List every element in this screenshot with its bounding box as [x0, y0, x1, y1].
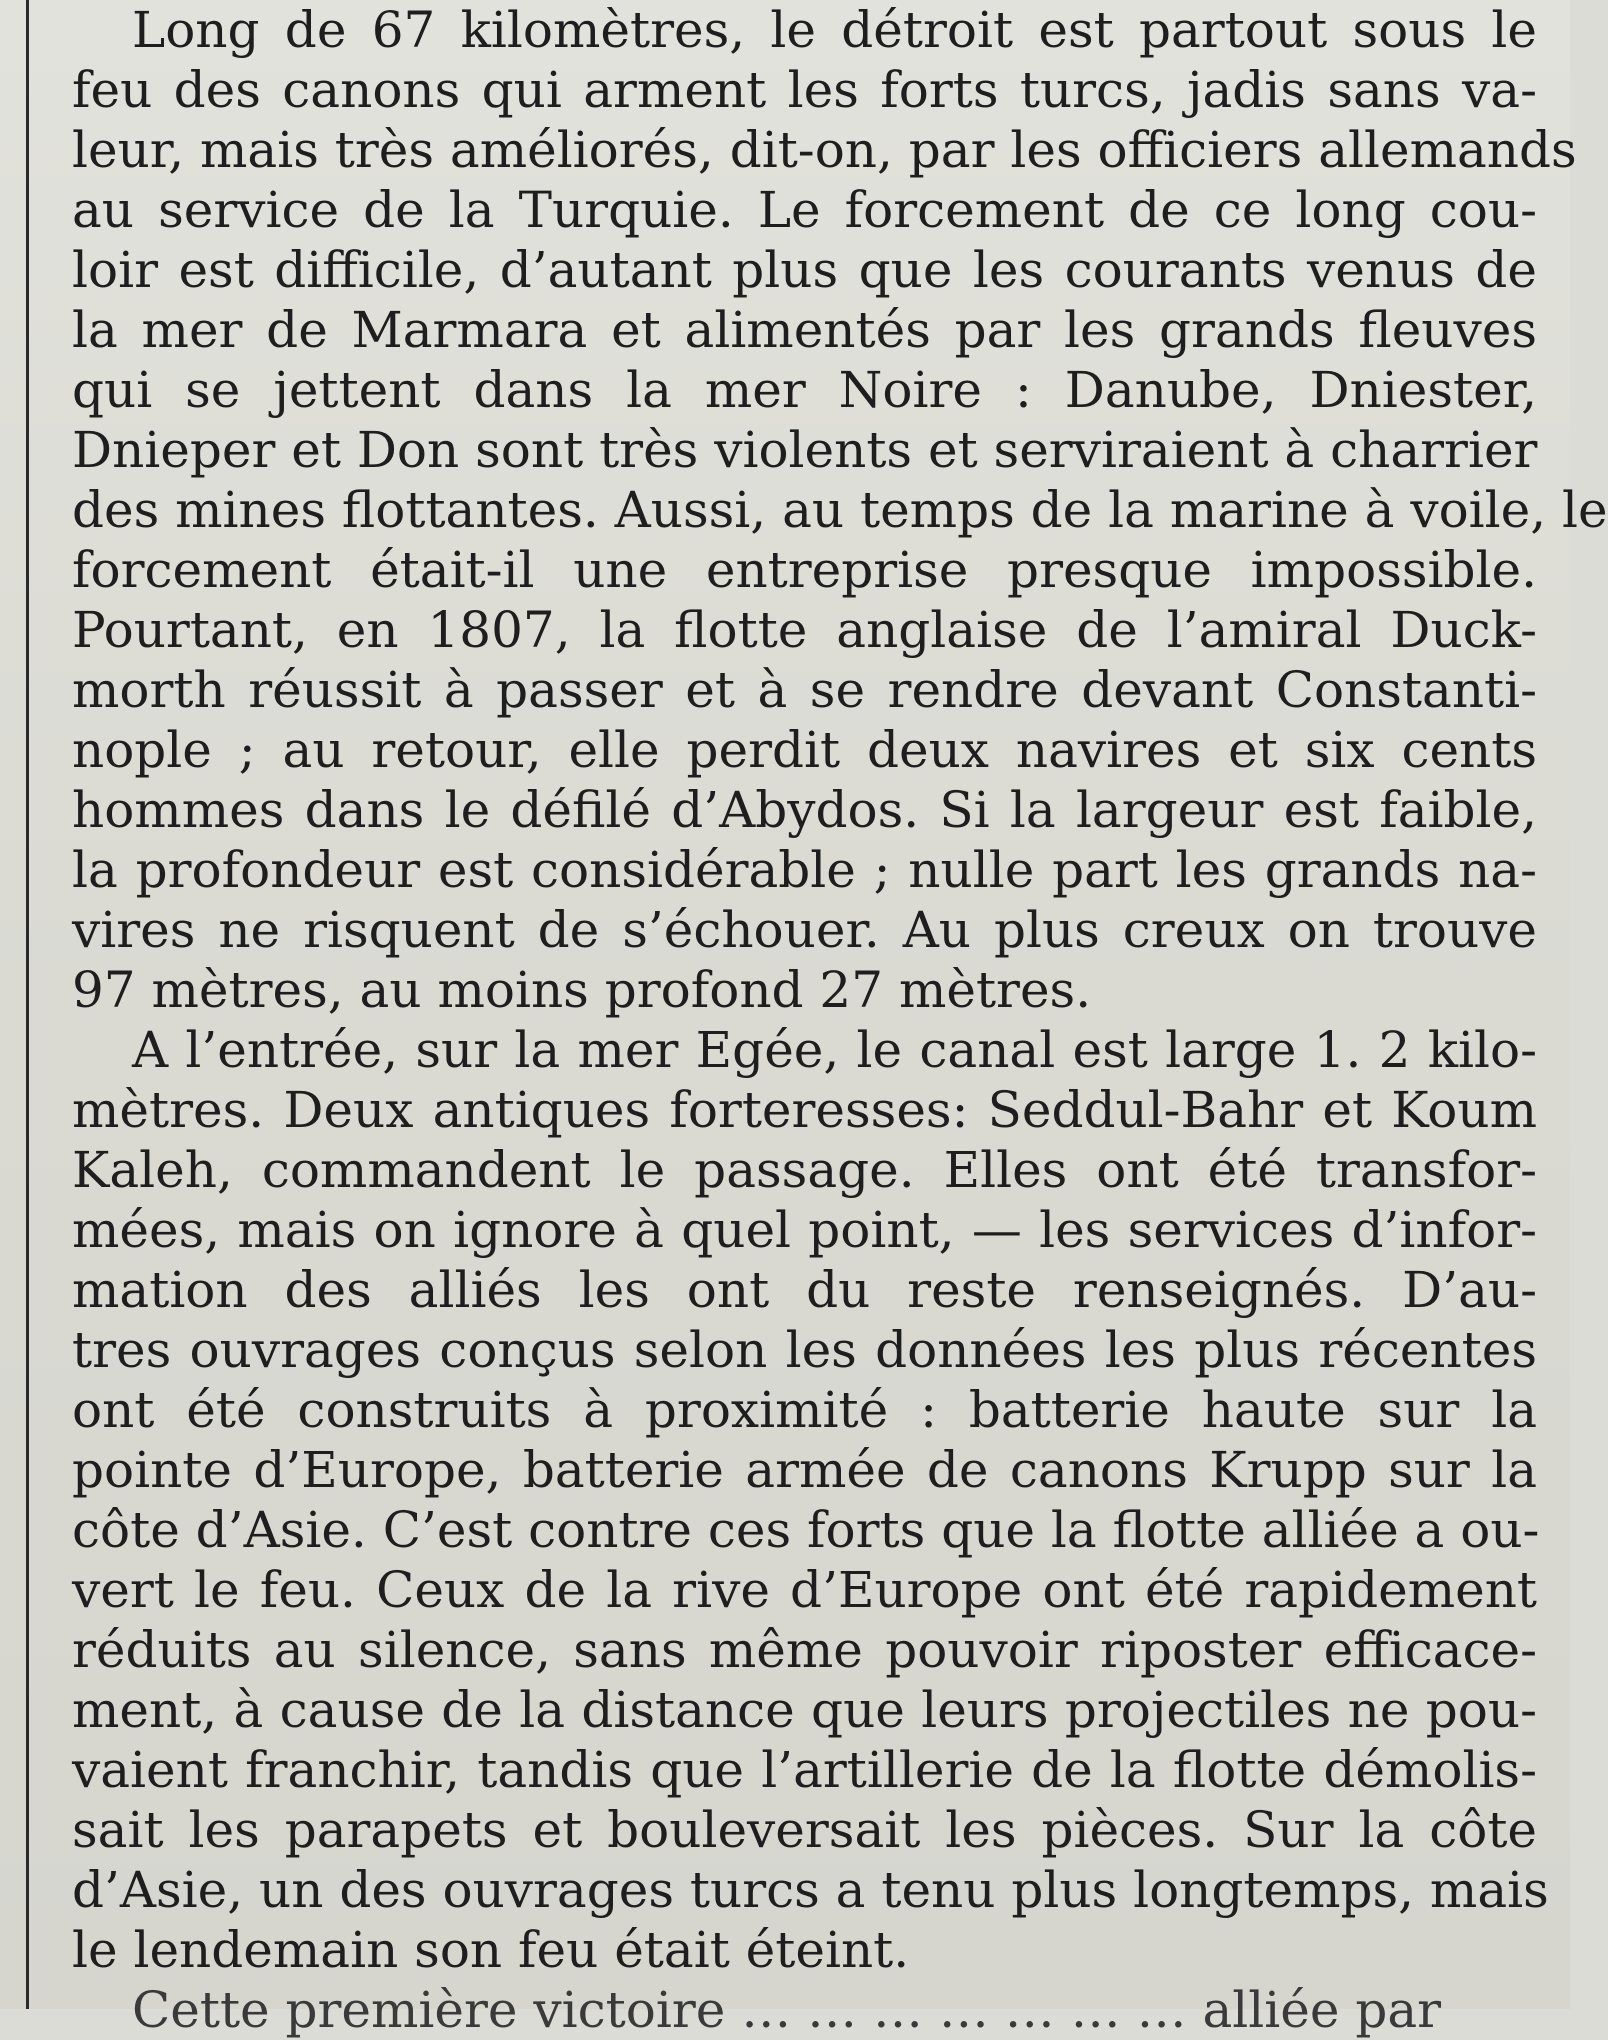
text-line: sait les parapets et bouleversait les pièces. Sur la côte: [72, 1801, 1537, 1859]
text-line: mation des alliés les ont du reste renseignés. D’au-: [72, 1261, 1537, 1319]
text-line: feu des canons qui arment les forts turcs, jadis sans va-: [72, 61, 1537, 119]
text-line: nople ; au retour, elle perdit deux navires et six cents: [72, 721, 1537, 779]
text-column: [72, 0, 1608, 2039]
text-line: vaient franchir, tandis que l’artillerie de la flotte démolis-: [72, 1741, 1537, 1799]
text-line: forcement était-il une entreprise presque impossible.: [72, 541, 1537, 599]
text-line: des mines flottantes. Aussi, au temps de la marine à voile, le: [72, 481, 1608, 539]
text-line: côte d’Asie. C’est contre ces forts que la flotte alliée a ou-: [72, 1501, 1540, 1559]
text-line: mées, mais on ignore à quel point, — les services d’infor-: [72, 1201, 1537, 1259]
text-line: hommes dans le défilé d’Abydos. Si la largeur est faible,: [72, 781, 1537, 839]
text-line: vires ne risquent de s’échouer. Au plus creux on trouve: [72, 901, 1537, 959]
text-line: vert le feu. Ceux de la rive d’Europe ont été rapidement: [72, 1561, 1537, 1619]
text-line: Long de 67 kilomètres, le détroit est partout sous le: [132, 1, 1537, 59]
text-line: loir est difficile, d’autant plus que les courants venus de: [72, 241, 1537, 299]
cut-off-line: Cette première victoire … … … … … … … alliée par: [132, 1981, 1442, 2039]
column-rule: [26, 0, 29, 2009]
text-line: qui se jettent dans la mer Noire : Danube, Dniester,: [72, 361, 1537, 419]
text-line: 97 mètres, au moins profond 27 mètres.: [72, 961, 1092, 1019]
paragraph: [72, 1020, 1549, 1980]
text-line: d’Asie, un des ouvrages turcs a tenu plus longtemps, mais: [72, 1861, 1549, 1919]
text-line: Pourtant, en 1807, la flotte anglaise de l’amiral Duck-: [72, 601, 1537, 659]
text-line: Kaleh, commandent le passage. Elles ont été transfor-: [72, 1141, 1537, 1199]
text-line: le lendemain son feu était éteint.: [72, 1921, 910, 1979]
text-line: Dnieper et Don sont très violents et serviraient à charrier: [72, 421, 1538, 479]
text-line: ont été construits à proximité : batterie haute sur la: [72, 1381, 1537, 1439]
text-line: au service de la Turquie. Le forcement de ce long cou-: [72, 181, 1537, 239]
text-line: A l’entrée, sur la mer Egée, le canal est large 1. 2 kilo-: [132, 1021, 1537, 1079]
text-line: ment, à cause de la distance que leurs projectiles ne pou-: [72, 1681, 1537, 1739]
text-line: leur, mais très améliorés, dit-on, par les officiers allemands: [72, 121, 1577, 179]
text-line: la profondeur est considérable ; nulle part les grands na-: [72, 841, 1537, 899]
text-line: tres ouvrages conçus selon les données les plus récentes: [72, 1321, 1537, 1379]
text-line: réduits au silence, sans même pouvoir riposter efficace-: [72, 1621, 1537, 1679]
paragraph: [72, 0, 1608, 1020]
text-line: mètres. Deux antiques forteresses: Seddul-Bahr et Koum: [72, 1081, 1537, 1139]
text-line: la mer de Marmara et alimentés par les grands fleuves: [72, 301, 1537, 359]
text-line: morth réussit à passer et à se rendre devant Constanti-: [72, 661, 1537, 719]
text-line: pointe d’Europe, batterie armée de canons Krupp sur la: [72, 1441, 1537, 1499]
